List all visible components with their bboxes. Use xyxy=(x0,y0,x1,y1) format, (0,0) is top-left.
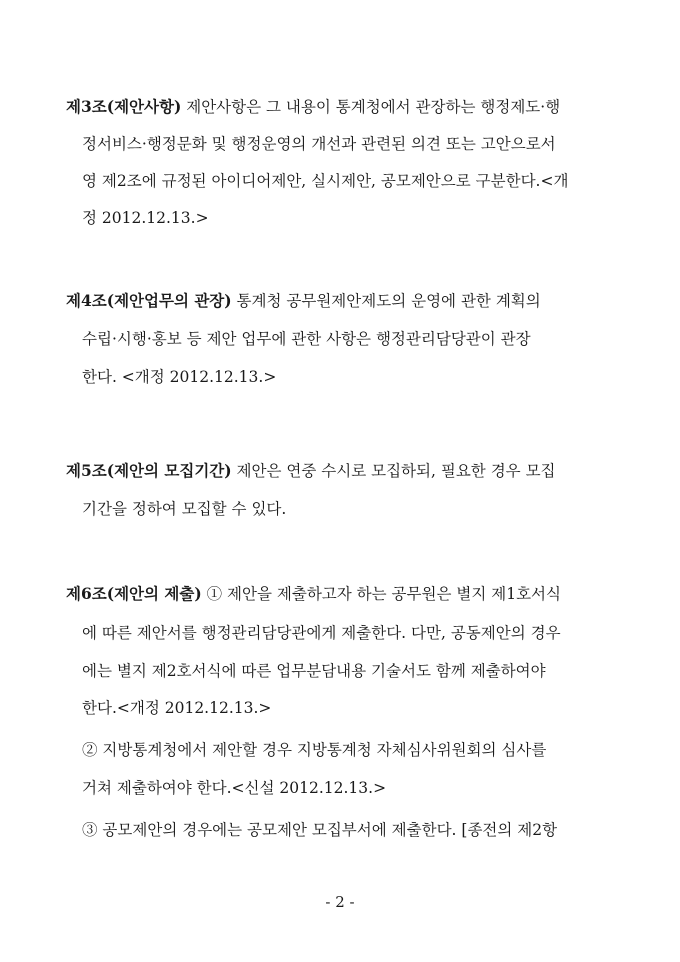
article-4-heading: 제4조(제안업무의 관장) xyxy=(66,291,232,310)
document-page: 제3조(제안사항) 제안사항은 그 내용이 통계청에서 관장하는 행정제도·행 정서비스·행정문화 및 행정운영의 개선과 관련된 의견 또는 고안으로서 영 제2조에 규정된 아이디어제안, 실시제안, 공모제안으로 구분한다.<개 정 2012.12.13.> 제4조(제안업무의 관장) 통계청 공무원제안제도의 운영에 관한 계획의 수립·시행·홍보 등 제안 업무에 관한 사항은 행정관리담당관이 관장 한다. <개정 2012.12.13.> 제5조(제안의 모집기간) 제안은 연중 수시로 모집하되, 필요한 경우 모집 기간을 정하여 모집할 수 있다. 제6조(제안의 제출) ① 제안을 제출하고자 하는 공무원은 별지 제1호서식 에 따른 제안서를 행정관리담당관에게 제출한다. 다만, 공동제안의 경우 에는 별지 제2호서식에 따른 업무분담내용 기술서도 함께 제출하여야 한다.<개정 2012.12.13.> ② 지방통계청에서 제안할 경우 지방통계청 자체심사위원회의 심사를 거쳐 제출하여야 한다.<신설 2012.12.13.> ③ 공모제안의 경우에는 공모제안 모집부서에 제출한다. [종전의 제2항 - 2 - xyxy=(0,0,680,962)
page-number: - 2 - xyxy=(325,893,355,911)
article-3-heading: 제3조(제안사항) xyxy=(66,97,182,116)
article-5-text: 제안은 연중 수시로 모집하되, 필요한 경우 모집 xyxy=(231,462,556,480)
article-3-text: 제안사항은 그 내용이 통계청에서 관장하는 행정제도·행 xyxy=(181,98,561,116)
article-4-text: 통계청 공무원제안제도의 운영에 관한 계획의 xyxy=(231,292,541,310)
article-6-heading: 제6조(제안의 제출) xyxy=(66,584,202,603)
article-6-text: ① 제안을 제출하고자 하는 공무원은 별지 제1호서식 xyxy=(201,585,561,603)
article-5-heading: 제5조(제안의 모집기간) xyxy=(66,461,232,480)
